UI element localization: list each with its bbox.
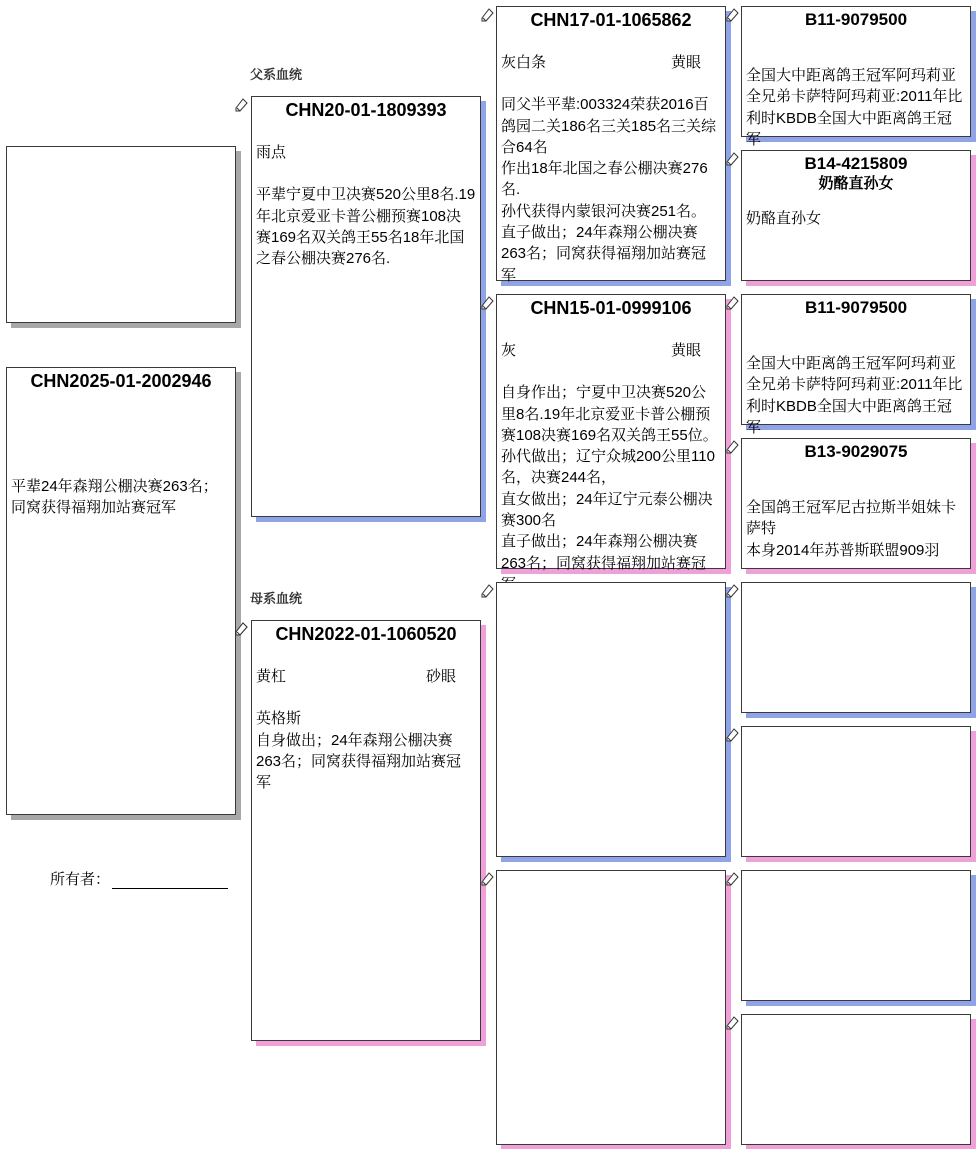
sire-dam-notes: 自身作出；宁夏中卫决赛520公里8名.19年北京爱亚卡普公棚预赛108决赛169名双关鸽王55位。孙代做出；辽宁众城200公里110名，决赛244名， 直女做出；24年辽宁元泰公棚决赛300名 直子做出；24年森翔公棚决赛263名；同窝获得福翔加站赛冠 bbox=[501, 384, 718, 572]
sire-sire-box[interactable] bbox=[496, 6, 726, 284]
sire-sire-ring-number: CHN17-01-1065862 bbox=[530, 10, 692, 30]
ds-sire-box[interactable] bbox=[741, 582, 971, 713]
dam-box[interactable] bbox=[251, 620, 481, 1041]
ss-sire-ring-number: B11-9079500 bbox=[804, 10, 908, 29]
sd-dam-ring-number: B13-9029075 bbox=[804, 442, 908, 461]
sd-sire-box[interactable] bbox=[741, 294, 971, 436]
edit-pencil-icon[interactable] bbox=[480, 870, 496, 886]
edit-pencil-icon[interactable] bbox=[725, 726, 741, 742]
edit-pencil-icon[interactable] bbox=[480, 6, 496, 22]
dam-sire-box[interactable] bbox=[496, 582, 726, 857]
edit-pencil-icon[interactable] bbox=[234, 620, 250, 636]
sire-sire-notes: 同父半平辈:003324荣获2016百鸽园二关186名三关185名三关综合64名 作出18年北国之春公棚决赛276名. 孙代获得内蒙银河决赛251名。 直子做出；24年森翔公棚决赛263名；同窝获得福翔加站赛冠军 bbox=[501, 96, 717, 284]
dd-dam-box[interactable] bbox=[741, 1014, 971, 1145]
sire-dam-box[interactable] bbox=[496, 294, 726, 572]
dam-eye: 砂眼 bbox=[425, 668, 456, 685]
dam-ring-number: CHN2022-01-1060520 bbox=[275, 624, 457, 644]
paternal-section-label: 父系血统 bbox=[250, 67, 303, 82]
ss-sire-box[interactable] bbox=[741, 6, 971, 148]
edit-pencil-icon[interactable] bbox=[480, 294, 496, 310]
edit-pencil-icon[interactable] bbox=[725, 294, 741, 310]
sire-color: 雨点 bbox=[256, 144, 287, 161]
ss-dam-notes: 奶酪直孙女 bbox=[746, 210, 822, 227]
sd-sire-ring-number: B11-9079500 bbox=[804, 298, 908, 317]
photo-box[interactable] bbox=[6, 146, 236, 323]
dd-sire-box[interactable] bbox=[741, 870, 971, 1001]
ss-dam-subtitle: 奶酪直孙女 bbox=[818, 175, 894, 192]
subject-ring-number: CHN2025-01-2002946 bbox=[30, 371, 212, 391]
sire-notes: 平辈宁夏中卫决赛520公里8名.19年北京爱亚卡普公棚预赛108决赛169名双关鸽王55名18年北国之春公棚决赛276名. bbox=[256, 186, 476, 268]
maternal-section-label: 母系血统 bbox=[250, 591, 303, 606]
edit-pencil-icon[interactable] bbox=[234, 96, 250, 112]
sd-sire-notes: 全国大中距离鸽王冠军阿玛莉亚全兄弟卡萨特阿玛莉亚:2011年比利时KBDB全国大中距离鸽王冠军 bbox=[746, 355, 963, 436]
ss-dam-box[interactable] bbox=[741, 150, 971, 281]
edit-pencil-icon[interactable] bbox=[725, 582, 741, 598]
edit-pencil-icon[interactable] bbox=[725, 1014, 741, 1030]
sire-dam-color: 灰 bbox=[501, 342, 517, 359]
owner-blank-line bbox=[112, 874, 228, 889]
sire-sire-color: 灰白条 bbox=[501, 54, 547, 71]
dam-color: 黄杠 bbox=[256, 668, 287, 685]
dam-notes: 自身做出；24年森翔公棚决赛263名；同窝获得福翔加站赛冠军 bbox=[256, 731, 462, 792]
sd-dam-box[interactable] bbox=[741, 438, 971, 569]
owner-field[interactable] bbox=[50, 868, 228, 889]
edit-pencil-icon[interactable] bbox=[725, 870, 741, 886]
edit-pencil-icon[interactable] bbox=[725, 150, 741, 166]
sire-sire-eye: 黄眼 bbox=[670, 54, 701, 71]
ss-dam-ring-number: B14-4215809 bbox=[804, 154, 908, 173]
subject-box[interactable] bbox=[6, 367, 236, 815]
dam-name: 英格斯 bbox=[256, 710, 302, 728]
edit-pencil-icon[interactable] bbox=[480, 582, 496, 598]
ss-sire-notes: 全国大中距离鸽王冠军阿玛莉亚全兄弟卡萨特阿玛莉亚:2011年比利时KBDB全国大中距离鸽王冠军 bbox=[746, 67, 963, 148]
dam-dam-box[interactable] bbox=[496, 870, 726, 1145]
sire-dam-eye: 黄眼 bbox=[670, 342, 701, 359]
edit-pencil-icon[interactable] bbox=[725, 6, 741, 22]
edit-pencil-icon[interactable] bbox=[725, 438, 741, 454]
sire-box[interactable] bbox=[251, 96, 481, 517]
sire-ring-number: CHN20-01-1809393 bbox=[285, 100, 447, 120]
sd-dam-notes: 全国鸽王冠军尼古拉斯半姐妹卡萨特 本身2014年苏普斯联盟909羽 bbox=[746, 499, 957, 559]
ds-dam-box[interactable] bbox=[741, 726, 971, 857]
owner-label: 所有者： bbox=[50, 871, 111, 888]
subject-notes: 平辈24年森翔公棚决赛263名；同窝获得福翔加站赛冠军 bbox=[11, 478, 218, 517]
sire-dam-ring-number: CHN15-01-0999106 bbox=[530, 298, 692, 318]
